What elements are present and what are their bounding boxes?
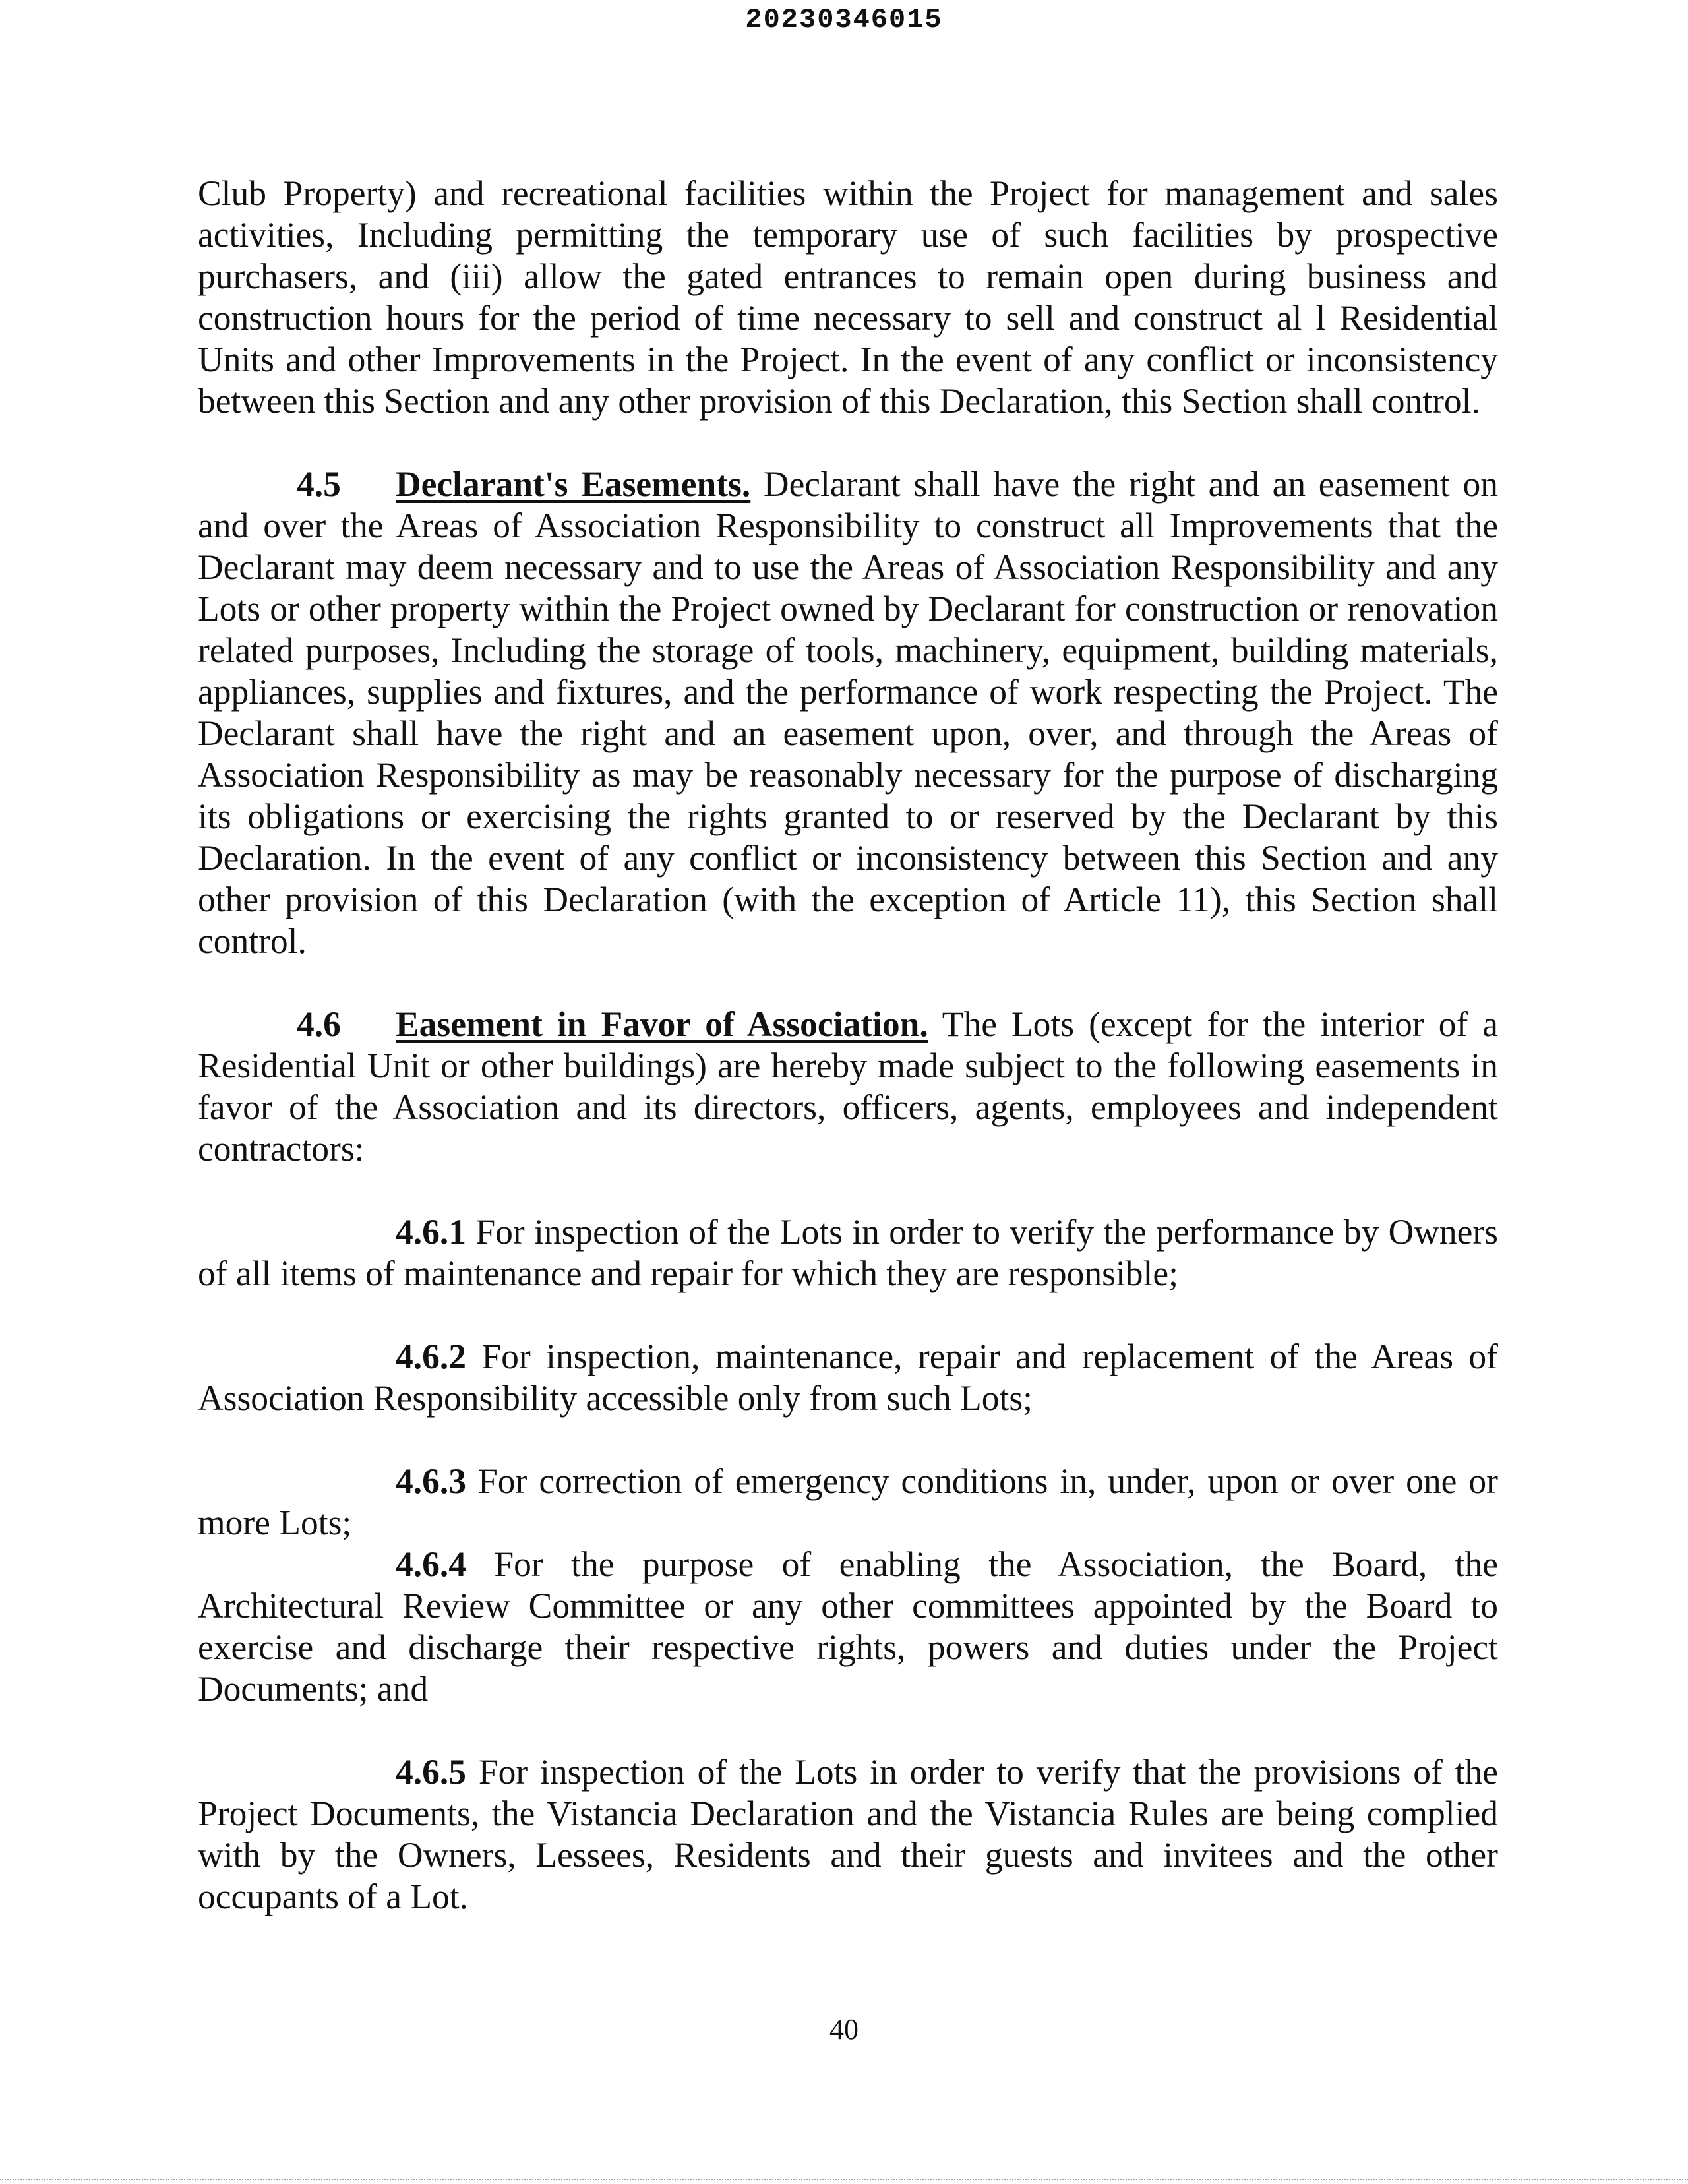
section-text: The Lots (except for the interior of a Residential Unit or other buildings) are hereby made subject to the following easements in favor of the Association and its directors, officers, agents, employees and independent contractors: bbox=[198, 1004, 1498, 1168]
subsection-4-6-2 bbox=[198, 1336, 1498, 1419]
section-number: 4.5 bbox=[297, 464, 341, 504]
subsection-4-6-5 bbox=[198, 1751, 1498, 1918]
subsection-4-6-1 bbox=[198, 1211, 1498, 1294]
subsection-text: For correction of emergency conditions in, under, upon or over one or more Lots; bbox=[198, 1461, 1498, 1542]
subsection-text: For inspection, maintenance, repair and replacement of the Areas of Association Responsibility accessible only from such Lots; bbox=[198, 1337, 1498, 1418]
section-4-5 bbox=[198, 464, 1498, 962]
section-text: Declarant shall have the right and an easement on and over the Areas of Association Responsibility to construct all Improvements that the Declarant may deem necessary and to use the Areas of Association Responsibility and any Lots or other property within the Project owned by Declarant for construction or renovation related purposes, Including the storage of tools, machinery, equipment, building materials, appliances, supplies and fixtures, and the performance of work respecting the Project. The Declarant shall have the right and an easement upon, over, and through the Areas of Association Responsibility as may be reasonably necessary for the purpose of discharging its obligations or exercising the rights granted to or reserved by the Declarant by this Declaration. In the event of any conflict or inconsistency between this Section and any other provision of this Declaration (with the exception of Article 11), this Section shall control. bbox=[198, 464, 1498, 961]
recording-number: 20230346015 bbox=[745, 4, 943, 36]
subsection-number: 4.6.3 bbox=[396, 1461, 466, 1501]
scan-edge-line bbox=[0, 2179, 1688, 2180]
subsection-text: For the purpose of enabling the Association, the Board, the Architectural Review Committee or any other committees appointed by the Board to exercise and discharge their respective rights, powers and duties under the Project Documents; and bbox=[198, 1544, 1498, 1709]
subsection-text: For inspection of the Lots in order to verify that the provisions of the Project Documents, the Vistancia Declaration and the Vistancia Rules are being complied with by the Owners, Lessees, Residents and their guests and invitees and the other occupants of a Lot. bbox=[198, 1752, 1498, 1916]
subsection-number: 4.6.2 bbox=[396, 1337, 466, 1376]
section-heading: Declarant's Easements. bbox=[396, 464, 751, 504]
paragraph-continuation: Club Property) and recreational facilities within the Project for management and sales activities, Including permitting the temporary use of such facilities by prospective purchasers, and (iii) allow the gated entrances to remain open during business and construction hours for the period of time necessary to sell and construct al l Residential Units and other Improvements in the Project. In the event of any conflict or inconsistency between this Section and any other provision of this Declaration, this Section shall control. bbox=[198, 173, 1498, 421]
document-body bbox=[198, 173, 1498, 1959]
subsection-4-6-3 bbox=[198, 1461, 1498, 1544]
subsection-number: 4.6.4 bbox=[396, 1544, 466, 1584]
section-4-6 bbox=[198, 1004, 1498, 1170]
subsection-4-6-4 bbox=[198, 1544, 1498, 1710]
section-number: 4.6 bbox=[297, 1004, 341, 1044]
page-number: 40 bbox=[829, 2013, 859, 2046]
section-heading: Easement in Favor of Association. bbox=[396, 1004, 928, 1044]
subsection-number: 4.6.5 bbox=[396, 1752, 466, 1792]
subsection-text: For inspection of the Lots in order to verify the performance by Owners of all items of maintenance and repair for which they are responsible; bbox=[198, 1212, 1498, 1293]
subsection-number: 4.6.1 bbox=[396, 1212, 466, 1252]
